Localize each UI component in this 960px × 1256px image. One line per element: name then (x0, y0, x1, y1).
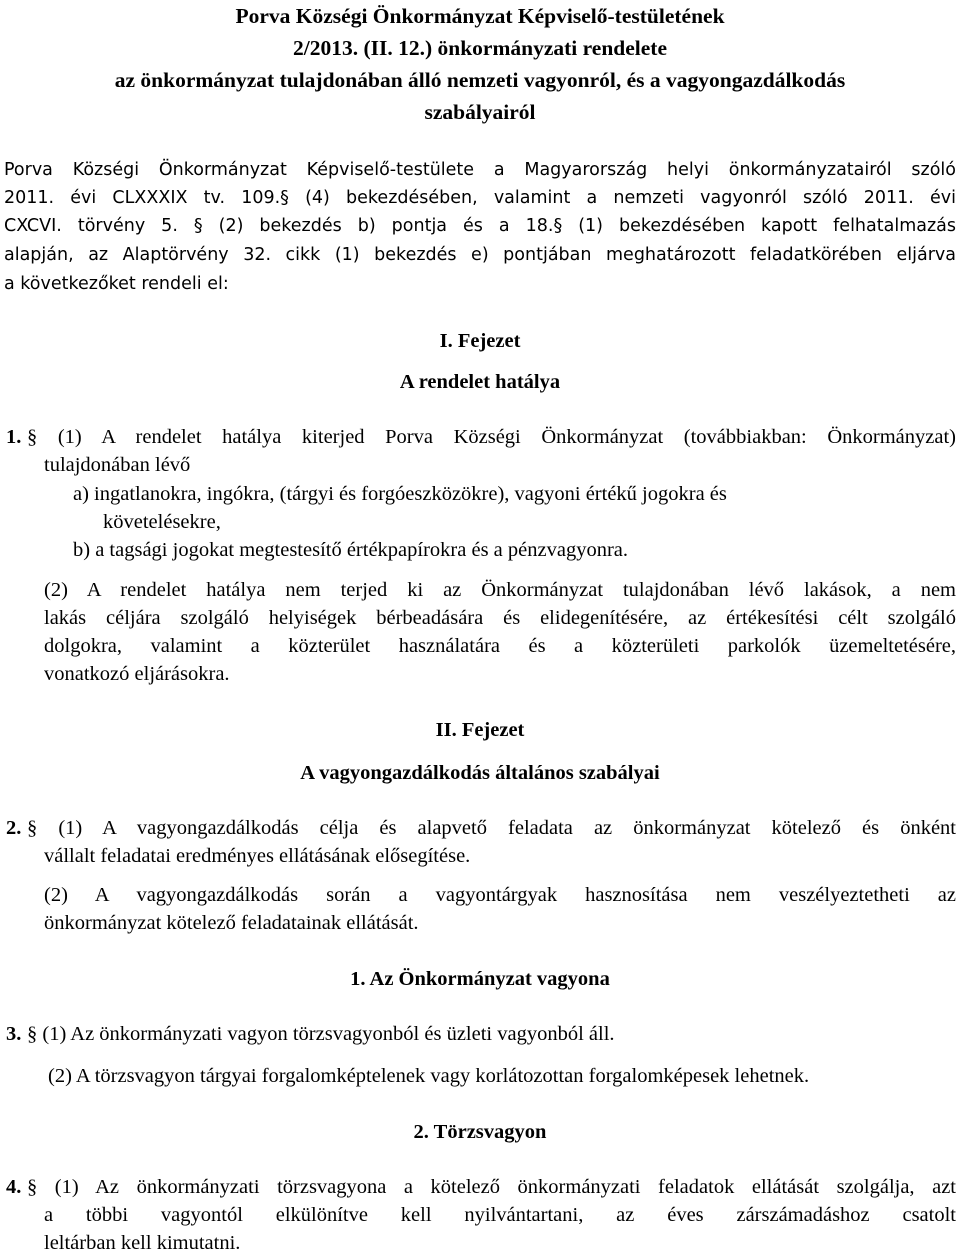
section-paragraph: (2) A vagyongazdálkodás során a vagyontárgyak hasznosítása nem veszélyeztetheti az (44, 884, 956, 906)
chapter-title: A vagyongazdálkodás általános szabályai (300, 762, 660, 784)
section-paragraph: vállalt feladatai eredményes ellátásának elősegítése. (44, 845, 471, 867)
regulation-subject: az önkormányzat tulajdonában álló nemzeti vagyonról, és a vagyongazdálkodás (114, 68, 846, 92)
preamble-line: 2011. évi CLXXXIX tv. 109.§ (4) bekezdésében, valamint a nemzeti vagyonról szóló 2011. évi (4, 188, 956, 208)
regulation-subject-cont: szabályairól (424, 100, 536, 124)
preamble-line: alapján, az Alaptörvény 32. cikk (1) bekezdés e) pontjában meghatározott feladatkörében eljárva (4, 245, 956, 265)
section-paragraph: § (1) A rendelet hatálya kiterjed Porva Községi Önkormányzat (továbbiakban: Önkormányzat) (27, 426, 956, 448)
preamble-line: CXCVI. törvény 5. § (2) bekezdés b) pontja és a 18.§ (1) bekezdésében kapott felhatalmazás (4, 216, 956, 236)
list-item-a-cont: követelésekre, (103, 511, 221, 533)
section-paragraph: a többi vagyontól elkülönítve kell nyilvántartani, az éves zárszámadáshoz csatolt (44, 1204, 956, 1226)
preamble-line: Porva Községi Önkormányzat Képviselő-testülete a Magyarország helyi önkormányzatairól szóló (4, 160, 956, 180)
section-paragraph: tulajdonában lévő (44, 454, 191, 476)
section-paragraph: dolgokra, valamint a közterület használatára és a közterületi parkolók üzemeltetésére, (44, 635, 956, 657)
subtitle: 2. Törzsvagyon (413, 1121, 547, 1143)
list-item-a: a) ingatlanokra, ingókra, (tárgyi és forgóeszközökre), vagyoni értékű jogokra és (73, 483, 727, 505)
section-number: 4. (6, 1176, 22, 1198)
chapter-number: II. Fejezet (435, 719, 525, 741)
section-paragraph: leltárban kell kimutatni. (44, 1232, 241, 1254)
section-paragraph: (2) A rendelet hatálya nem terjed ki az Önkormányzat tulajdonában lévő lakások, a nem (44, 579, 956, 601)
chapter-title: A rendelet hatálya (399, 371, 561, 393)
section-paragraph: vonatkozó eljárásokra. (44, 663, 230, 685)
section-paragraph: önkormányzat kötelező feladatainak ellátását. (44, 912, 419, 934)
document-title: Porva Községi Önkormányzat Képviselő-testületének (235, 4, 725, 28)
preamble-line: a következőket rendeli el: (4, 274, 229, 294)
chapter-number: I. Fejezet (439, 330, 521, 352)
section-paragraph: § (1) Az önkormányzati törzsvagyona a kötelező önkormányzati feladatok ellátását szolgálja, azt (27, 1176, 956, 1198)
regulation-number: 2/2013. (II. 12.) önkormányzati rendelete (292, 36, 668, 60)
section-paragraph: § (1) Az önkormányzati vagyon törzsvagyonból és üzleti vagyonból áll. (27, 1023, 615, 1045)
subtitle: 1. Az Önkormányzat vagyona (350, 968, 610, 990)
section-paragraph: (2) A törzsvagyon tárgyai forgalomképtelenek vagy korlátozottan forgalomképesek lehetnek. (48, 1065, 810, 1087)
section-paragraph: lakás céljára szolgáló helyiségek bérbeadására és elidegenítésére, az értékesítési célt szolgáló (44, 607, 956, 629)
section-paragraph: § (1) A vagyongazdálkodás célja és alapvető feladata az önkormányzat kötelező és önként (27, 817, 956, 839)
section-number: 1. (6, 426, 22, 448)
section-number: 2. (6, 817, 22, 839)
section-number: 3. (6, 1023, 22, 1045)
list-item-b: b) a tagsági jogokat megtestesítő értékpapírokra és a pénzvagyonra. (73, 539, 629, 561)
